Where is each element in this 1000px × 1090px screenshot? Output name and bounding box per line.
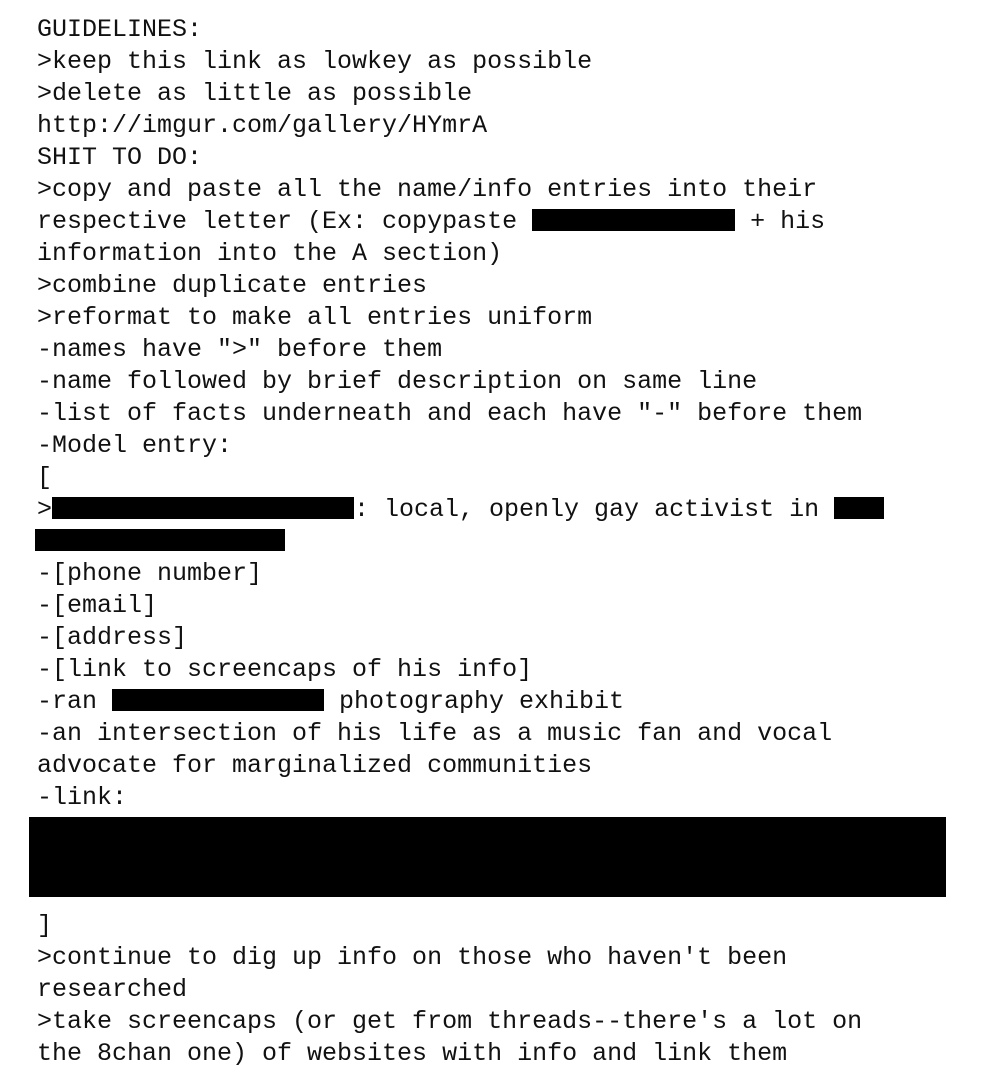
redaction-block (29, 817, 946, 897)
line-text-before: respective letter (Ex: copypaste (37, 207, 533, 236)
text-line: >combine duplicate entries (37, 271, 428, 300)
document-text (37, 14, 884, 1070)
text-line: ] (37, 911, 53, 940)
text-line (37, 206, 884, 238)
redaction-bar (532, 209, 735, 231)
text-line: -[address] (37, 623, 188, 652)
text-line: >reformat to make all entries uniform (37, 303, 593, 332)
text-line: -link: (37, 783, 128, 812)
line-text-before: > (37, 495, 53, 524)
text-line: information into the A section) (37, 239, 503, 268)
text-line: >take screencaps (or get from threads--there's a lot on (37, 1007, 863, 1036)
text-line (37, 686, 884, 718)
text-line: [ (37, 463, 53, 492)
redaction-bar (52, 497, 354, 519)
text-line: -an intersection of his life as a music fan and vocal (37, 719, 833, 748)
text-line: -name followed by brief description on same line (37, 367, 758, 396)
text-line: advocate for marginalized communities (37, 751, 593, 780)
redaction-bar (35, 529, 285, 551)
line-text-after: : local, openly gay activist in (354, 495, 835, 524)
text-line: >continue to dig up info on those who haven't been (37, 943, 788, 972)
line-text-after: photography exhibit (324, 687, 625, 716)
text-line: http://imgur.com/gallery/HYmrA (37, 111, 488, 140)
text-line: -[phone number] (37, 559, 263, 588)
redaction-bar (834, 497, 884, 519)
text-line: -[link to screencaps of his info] (37, 655, 533, 684)
text-line: -Model entry: (37, 431, 233, 460)
text-line: -[email] (37, 591, 158, 620)
redaction-bar (112, 689, 324, 711)
text-line: >delete as little as possible (37, 79, 473, 108)
text-line: -names have ">" before them (37, 335, 443, 364)
text-line: SHIT TO DO: (37, 143, 203, 172)
text-line: the 8chan one) of websites with info and link them (37, 1039, 788, 1068)
text-line (37, 526, 884, 558)
text-line: -list of facts underneath and each have "-" before them (37, 399, 863, 428)
line-text-after: + his (735, 207, 826, 236)
text-line (37, 494, 884, 526)
text-line: GUIDELINES: (37, 15, 203, 44)
text-line: researched (37, 975, 188, 1004)
line-text-before: -ran (37, 687, 113, 716)
text-line: >copy and paste all the name/info entries into their (37, 175, 818, 204)
text-line: >keep this link as lowkey as possible (37, 47, 593, 76)
